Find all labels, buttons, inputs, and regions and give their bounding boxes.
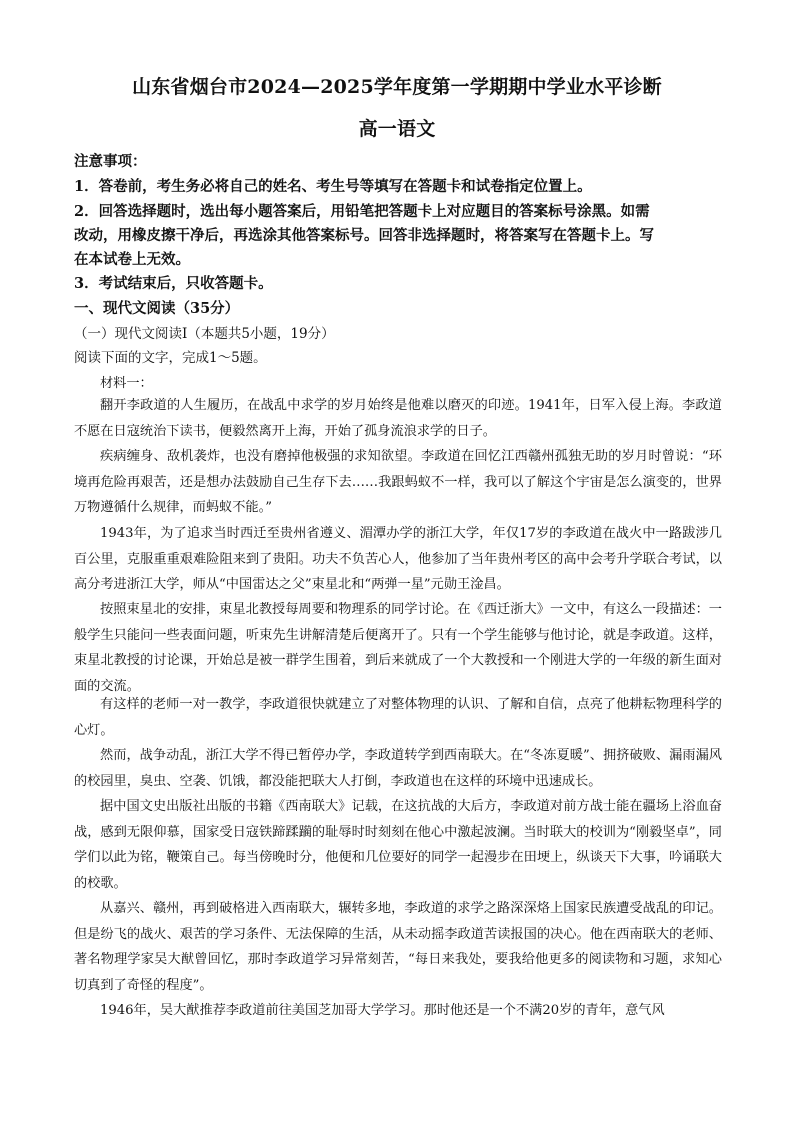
section-subheading: （一）现代文阅读Ⅰ（本题共5小题，19分） [74,326,335,342]
exam-title: 山东省烟台市2024—2025学年度第一学期期中学业水平诊断 [132,76,662,98]
passage-paragraph: 1946年，吴大猷推荐李政道前往美国芝加哥大学学习。那时他还是一个不满20岁的青年，意气风 [100,1003,665,1018]
section-heading: 一、现代文阅读（35分） [74,300,240,317]
passage-paragraph: 从嘉兴、赣州，再到破格进入西南联大，辗转多地，李政道的求学之路深深烙上国家民族遭受战乱的印记。但是纷飞的战火、艰苦的学习条件、无法保障的生活，从未动摇李政道苦读报国的决心。他在西南联大的老师、著名物理学家吴大猷曾回忆，那时李政道学习异常刻苦，“每日来我处，要我给他更多的阅读物和习题，求知心切真到了奇怪的程度”。 [74,901,722,993]
notice-heading: 注意事项： [74,153,147,170]
exam-subject: 高一语文 [358,118,436,140]
passage-paragraph: 疾病缠身、敌机袭炸，也没有磨掉他极强的求知欲望。李政道在回忆江西赣州孤独无助的岁月时曾说：“环境再危险再艰苦，还是想办法鼓励自己生存下去……我跟蚂蚁不一样，我可以了解这个宇宙是怎么演变的，世界万物遵循什么规律，而蚂蚁不能。” [74,449,722,516]
passage-paragraph: 1943年，为了追求当时西迁至贵州省遵义、湄潭办学的浙江大学，年仅17岁的李政道在战火中一路跋涉几百公里，克服重重艰难险阻来到了贵阳。功夫不负苦心人，他参加了当年贵州考区的高中会考升学联合考试，以高分考进浙江大学，师从“中国雷达之父”束星北和“两弹一星”元勋王淦昌。 [74,526,722,593]
passage-paragraph: 翻开李政道的人生履历，在战乱中求学的岁月始终是他难以磨灭的印迹。1941年，日军入侵上海。李政道不愿在日寇统治下读书，便毅然离开上海，开始了孤身流浪求学的日子。 [74,398,722,439]
notice-item: 在本试卷上无效。 [74,251,190,268]
notice-item: 改动，用橡皮擦干净后，再选涂其他答案标号。回答非选择题时，将答案写在答题卡上。写 [74,227,654,244]
passage-paragraph: 然而，战争动乱，浙江大学不得已暂停办学，李政道转学到西南联大。在“冬冻夏暖”、拥挤破败、漏雨漏风的校园里，臭虫、空袭、饥饿，都没能把联大人打倒，李政道也在这样的环境中迅速成长。 [74,748,722,789]
notice-item: 3．考试结束后，只收答题卡。 [74,275,273,292]
passage-paragraph: 有这样的老师一对一教学，李政道很快就建立了对整体物理的认识、了解和自信，点亮了他耕耘物理科学的心灯。 [74,697,722,738]
notice-item: 1．答卷前，考生务必将自己的姓名、考生号等填写在答题卡和试卷指定位置上。 [74,178,592,195]
notice-item: 2．回答选择题时，选出每小题答案后，用铅笔把答题卡上对应题目的答案标号涂黑。如需 [74,203,650,220]
material-label: 材料一： [100,376,153,391]
reading-instruction: 阅读下面的文字，完成1～5题。 [74,350,267,366]
passage-paragraph: 据中国文史出版社出版的书籍《西南联大》记载，在这抗战的大后方，李政道对前方战士能在疆场上浴血奋战，感到无限仰慕，国家受日寇铁蹄蹂躏的耻辱时时刻刻在他心中激起波澜。当时联大的校训为“刚毅坚卓”，同学们以此为铭，鞭策自己。每当傍晚时分，他便和几位要好的同学一起漫步在田埂上，纵谈天下大事，吟诵联大的校歌。 [74,799,722,891]
passage-paragraph: 按照束星北的安排，束星北教授每周要和物理系的同学讨论。在《西迁浙大》一文中，有这么一段描述：一般学生只能问一些表面问题，听束先生讲解清楚后便离开了。只有一个学生能够与他讨论，就是李政道。这样，束星北教授的讨论课，开始总是被一群学生围着，到后来就成了一个大教授和一个刚进大学的一年级的新生面对面的交流。 [74,602,722,694]
